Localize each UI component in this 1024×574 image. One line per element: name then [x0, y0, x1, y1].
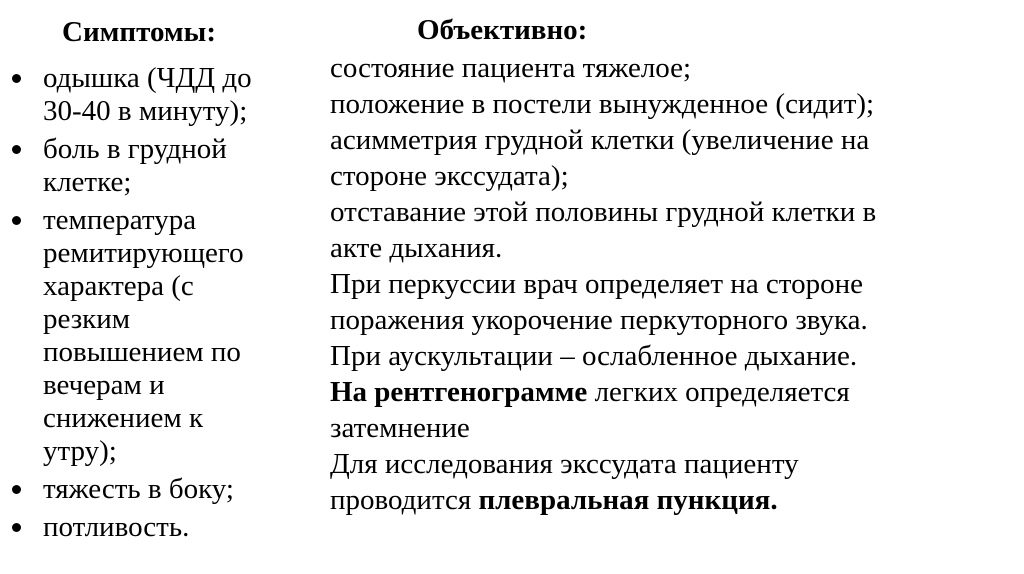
bullet-icon — [12, 74, 21, 83]
objective-line: асимметрия грудной клетки (увеличение на — [330, 124, 870, 156]
symptom-line: ремитирующего — [43, 237, 244, 269]
objective-column — [330, 0, 1010, 574]
objective-line: поражения укорочение перкуторного звука. — [330, 304, 868, 336]
objective-line: состояние пациента тяжелое; — [330, 52, 692, 84]
symptoms-list — [0, 62, 310, 549]
symptom-line: клетке; — [43, 166, 132, 198]
symptom-line: боль в грудной — [43, 133, 227, 165]
symptom-item — [0, 62, 310, 128]
objective-line: положение в постели вынужденное (сидит); — [330, 88, 875, 120]
symptom-item — [0, 511, 310, 544]
objective-line: Для исследования экссудата пациенту — [330, 448, 799, 480]
symptom-line: вечерам и — [43, 369, 165, 401]
objective-text — [330, 50, 1010, 518]
objective-line: При перкуссии врач определяет на стороне — [330, 268, 863, 300]
symptom-item — [0, 473, 310, 506]
symptom-line: снижением к — [43, 402, 204, 434]
symptom-line: повышением по — [43, 336, 241, 368]
symptom-line: потливость. — [43, 511, 190, 543]
bullet-icon — [12, 216, 21, 225]
objective-line: затемнение — [330, 412, 470, 444]
symptom-line: утру); — [43, 435, 117, 467]
objective-title: Объективно: — [417, 14, 588, 46]
bullet-icon — [12, 145, 21, 154]
symptom-item — [0, 133, 310, 199]
objective-line: стороне экссудата); — [330, 160, 569, 192]
puncture-prefix: проводится — [330, 484, 479, 516]
bullet-icon — [12, 523, 21, 532]
symptom-line: температура — [43, 204, 197, 236]
symptoms-column — [0, 0, 310, 574]
xray-emphasis: На рентгенограмме — [330, 376, 588, 408]
symptom-line: одышка (ЧДД до — [43, 62, 252, 94]
objective-line: акте дыхания. — [330, 232, 503, 264]
objective-line-puncture — [330, 482, 1010, 518]
puncture-emphasis: плевральная пункция. — [478, 484, 778, 516]
symptoms-title: Симптомы: — [62, 16, 216, 48]
symptom-line: 30-40 в минуту); — [43, 95, 248, 127]
xray-rest: легких определяется — [587, 376, 850, 408]
symptom-line: характера (с — [43, 270, 194, 302]
objective-line-xray — [330, 374, 1010, 410]
objective-line: отставание этой половины грудной клетки в — [330, 196, 877, 228]
objective-line: При аускультации – ослабленное дыхание. — [330, 340, 858, 372]
symptom-item — [0, 204, 310, 468]
symptom-line: резким — [43, 303, 131, 335]
bullet-icon — [12, 485, 21, 494]
symptom-line: тяжесть в боку; — [43, 473, 234, 505]
